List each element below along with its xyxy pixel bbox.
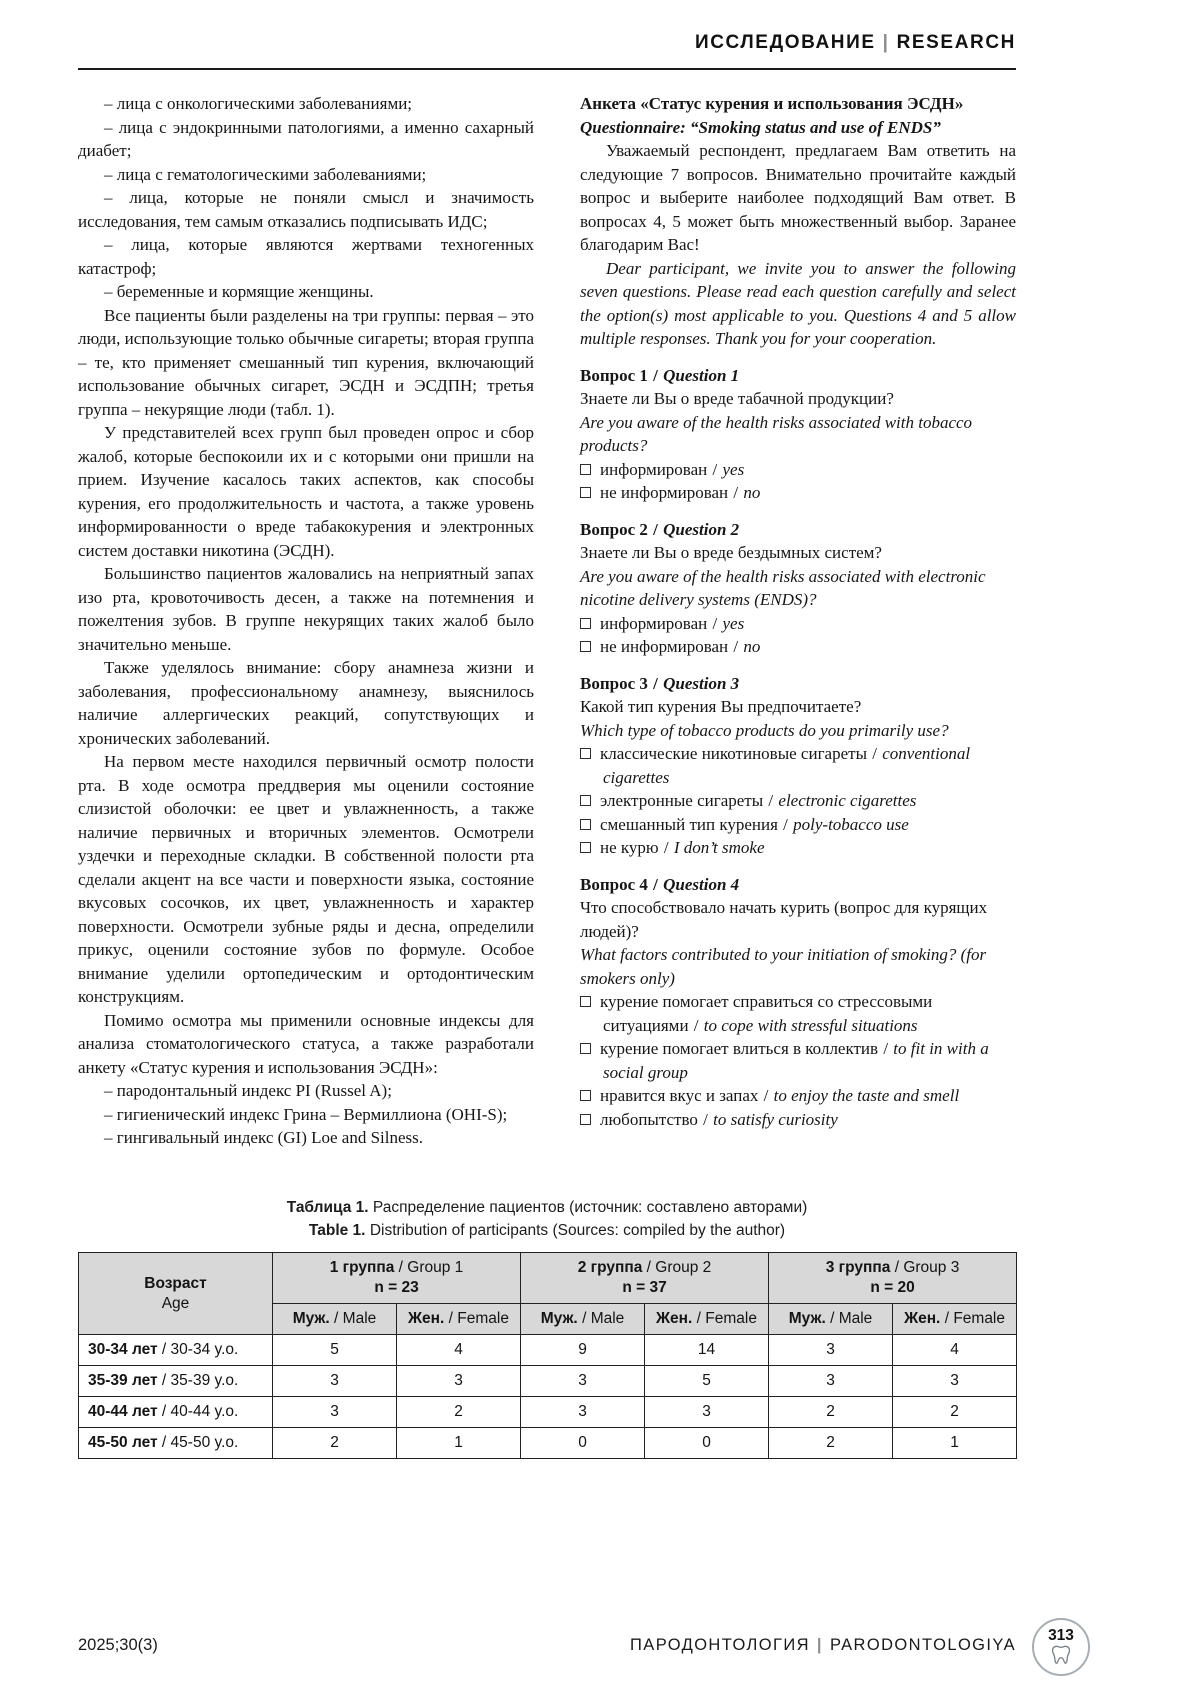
option-item [580,836,1016,860]
journal-name-ru: ПАРОДОНТОЛОГИЯ [630,1636,810,1654]
table-caption-en [78,1219,1016,1242]
table-caption-ru [78,1196,1016,1219]
slash-separator: / [712,613,718,633]
value-cell: 3 [521,1397,645,1428]
value-cell: 14 [645,1335,769,1366]
checkbox-icon [580,1043,591,1054]
sex-header-cell [521,1304,645,1335]
option-label-ru: не информирован [600,637,729,656]
question-block [580,364,1016,505]
option-label-en: conventional cigarettes [603,744,971,787]
table-caption-en-text: Distribution of participants (Sources: compiled by the author) [369,1222,786,1239]
sex-label-en: Female [457,1310,509,1327]
sex-label-ru: Муж. [292,1310,330,1327]
running-head-ru: ИССЛЕДОВАНИЕ [694,32,876,53]
question-heading [580,873,1016,897]
question-text-en: What factors contributed to your initiation of smoking? (for smokers only) [580,945,987,988]
question-heading [580,672,1016,696]
value-cell: 2 [397,1397,521,1428]
tooth-icon [1049,1645,1073,1665]
value-cell: 1 [893,1428,1017,1459]
age-label-ru: 45-50 лет [88,1434,158,1451]
option-item [580,990,1016,1037]
question-text-ru: Знаете ли Вы о вреде бездымных систем? [580,543,882,562]
table-row [79,1428,1017,1459]
dash-item: – беременные и кормящие женщины. [104,282,374,301]
dash-item: – лица, которые являются жертвами техногенных катастроф; [78,235,534,278]
value-cell: 4 [893,1335,1017,1366]
value-cell: 3 [273,1397,397,1428]
sex-label-ru: Жен. [656,1310,693,1327]
value-cell: 9 [521,1335,645,1366]
slash-separator: / [696,1310,701,1327]
table-caption-ru-text: Распределение пациентов (источник: составлено авторами) [372,1199,808,1216]
paragraph: На первом месте находился первичный осмотр полости рта. В ходе осмотра преддверия мы оценили состояние слизистой оболочки: ее цвет и увлажненность, а также наличие первичных и вторичных элементов. Осмотрели уздечки и переходные складки. В собственной полости рта сделали акцент на все части и поверхности языка, состояние вкусовых сосочков, их цвет, увлажненность и характер поверхности. Осмотрели зубные ряды и десна, определили прикус, оценили состояние зубов по формуле. Особое внимание уделили ортопедическим и ортодонтическим конструкциям. [78,752,534,1006]
value-cell: 3 [769,1366,893,1397]
option-item [580,1084,1016,1108]
group-label-en: Group 3 [903,1259,960,1276]
dash-item: – лица с онкологическими заболеваниями; [104,94,413,113]
group-header-cell [769,1253,1017,1304]
sex-header-cell [273,1304,397,1335]
divider-pipe: | [882,32,890,53]
slash-separator: / [944,1310,949,1327]
value-cell: 3 [645,1397,769,1428]
option-item [580,789,1016,813]
question-heading [580,364,1016,388]
questionnaire-title-en: Questionnaire: “Smoking status and use of ENDS” [580,117,941,137]
slash-separator: / [872,744,877,763]
age-label-ru: 40-44 лет [88,1403,158,1420]
value-cell: 3 [397,1366,521,1397]
sex-label-en: Female [705,1310,757,1327]
slash-separator: / [894,1259,899,1276]
slash-separator: / [161,1403,167,1420]
option-label-en: yes [722,613,745,633]
value-cell: 3 [273,1366,397,1397]
option-item [580,742,1016,789]
sex-header-cell [769,1304,893,1335]
slash-separator: / [653,874,658,894]
age-row-label [79,1397,273,1428]
question-text-en: Are you aware of the health risks associated with electronic nicotine delivery systems (ENDS)? [580,566,986,609]
checkbox-icon [580,795,591,806]
value-cell: 5 [645,1366,769,1397]
option-label-ru: нравится вкус и запах [600,1086,759,1105]
question-text-ru: Что способствовало начать курить (вопрос для курящих людей)? [580,898,988,941]
running-head-en: RESEARCH [896,32,1016,53]
table-row [79,1335,1017,1366]
question-label-ru: Вопрос 2 [580,519,648,539]
slash-separator: / [768,791,774,810]
slash-separator: / [883,1039,889,1058]
checkbox-icon [580,748,591,759]
sex-label-ru: Жен. [408,1310,445,1327]
question-heading [580,518,1016,542]
sex-header-cell [645,1304,769,1335]
sex-label-en: Male [590,1310,625,1327]
journal-name [630,1636,1016,1655]
age-label-ru: 35-39 лет [88,1372,158,1389]
slash-separator: / [161,1434,167,1451]
option-label-ru: электронные сигареты [600,791,764,810]
age-header-en: Age [161,1294,190,1312]
checkbox-icon [580,464,591,475]
option-item [580,635,1016,659]
group-header-cell [273,1253,521,1304]
value-cell: 3 [769,1335,893,1366]
table-caption-ru-label: Таблица 1. [286,1199,369,1216]
left-column [78,92,534,1150]
slash-separator: / [161,1372,167,1389]
age-header-cell [79,1253,273,1335]
age-label-en: 40-44 y.o. [170,1403,239,1420]
paragraph: Большинство пациентов жаловались на неприятный запах изо рта, кровоточивость десен, а также на потемнения и пожелтения зубов. В группе некурящих таких жалоб было значительно меньше. [78,564,534,654]
checkbox-icon [580,842,591,853]
group-label-ru: 1 группа [329,1259,395,1276]
group-label-en: Group 2 [655,1259,712,1276]
value-cell: 2 [769,1397,893,1428]
slash-separator: / [448,1310,453,1327]
checkbox-icon [580,996,591,1007]
table-row [79,1397,1017,1428]
group-n: n = 23 [374,1279,419,1296]
dash-item: – пародонтальный индекс PI (Russel A); [104,1081,392,1100]
question-label-ru: Вопрос 1 [580,365,648,385]
group-n: n = 37 [622,1279,667,1296]
age-label-en: 35-39 y.o. [170,1372,239,1389]
question-text-en: Are you aware of the health risks associated with tobacco products? [580,412,973,455]
paragraph: Также уделялось внимание: сбору анамнеза жизни и заболевания, профессиональному анамнезу, выяснилось наличие аллергических реакций, сопутствующих и хронических заболеваний. [78,658,534,748]
question-label-en: Question 4 [663,874,740,894]
question-label-ru: Вопрос 3 [580,673,648,693]
slash-separator: / [663,838,669,857]
option-label-en: no [743,483,761,502]
slash-separator: / [712,459,718,479]
slash-separator: / [653,519,658,539]
slash-separator: / [334,1310,339,1327]
questionnaire-intro-en: Dear participant, we invite you to answer the following seven questions. Please read each question carefully and select the option(s) most applicable to you. Questions 4 and 5 allow multiple responses. Thank you for your cooperation. [580,258,1016,348]
question-text-ru: Какой тип курения Вы предпочитаете? [580,697,862,716]
option-label-ru: классические никотиновые сигареты [600,744,867,763]
option-label-en: poly-tobacco use [793,814,909,834]
participants-table [78,1252,1017,1459]
right-column [580,92,1016,1131]
question-block [580,672,1016,860]
option-item [580,813,1016,837]
question-label-en: Question 2 [663,519,740,539]
age-row-label [79,1335,273,1366]
option-label-ru: не информирован [600,483,729,502]
paragraph: У представителей всех групп был проведен опрос и сбор жалоб, которые беспокоили их и с которыми они пришли на прием. Изучение касалось таких аспектов, как способы курения, его продолжительность и частота, а также уровень информированности о вреде табакокурения и электронных систем доставки никотина (ЭСДН). [78,423,534,560]
question-block [580,518,1016,659]
option-label-en: to enjoy the taste and smell [773,1086,960,1105]
article-body [78,92,1016,1150]
checkbox-icon [580,1114,591,1125]
age-header-ru: Возраст [144,1274,207,1292]
value-cell: 5 [273,1335,397,1366]
checkbox-icon [580,487,591,498]
slash-separator: / [693,1015,699,1035]
slash-separator: / [653,673,658,693]
group-label-en: Group 1 [407,1259,464,1276]
option-label-en: I don’t smoke [673,838,765,857]
question-block [580,873,1016,1132]
paragraph: Помимо осмотра мы применили основные индексы для анализа стоматологического статуса, а также разработали анкету «Статус курения и использования ЭСДН»: [78,1010,534,1077]
option-label-en: to fit in with a social group [603,1039,989,1082]
questionnaire-title-ru: Анкета «Статус курения и использования ЭСДН» [580,94,964,113]
option-label-en: no [743,637,761,656]
option-item [580,1037,1016,1084]
age-label-ru: 30-34 лет [88,1341,158,1358]
sex-header-cell [397,1304,521,1335]
checkbox-icon [580,618,591,629]
age-row-label [79,1366,273,1397]
slash-separator: / [653,365,658,385]
value-cell: 3 [521,1366,645,1397]
option-label-en: electronic cigarettes [778,791,917,810]
sex-label-ru: Жен. [904,1310,941,1327]
option-item [580,612,1016,636]
slash-separator: / [733,637,739,656]
slash-separator: / [161,1341,167,1358]
table-caption-en-label: Table 1. [308,1222,366,1239]
option-label-ru: информирован [600,459,708,479]
option-item [580,481,1016,505]
slash-separator: / [733,483,739,502]
option-item [580,1108,1016,1132]
dash-item: – лица, которые не поняли смысл и значимость исследования, тем самым отказались подписывать ИДС; [78,188,534,231]
slash-separator: / [398,1259,403,1276]
sex-label-en: Male [342,1310,377,1327]
option-label-en: to satisfy curiosity [713,1109,838,1129]
value-cell: 2 [893,1397,1017,1428]
table-header-row [79,1253,1017,1304]
slash-separator: / [582,1310,587,1327]
paragraph: Все пациенты были разделены на три группы: первая – это люди, использующие только обычные сигареты; вторая группа – те, кто применяет смешанный тип курения, включающий использование обычных сигарет, ЭСДН и ЭСДПН; третья группа – некурящие люди (табл. 1). [78,305,534,419]
question-label-en: Question 1 [663,365,740,385]
option-label-ru: не курю [600,838,659,857]
slash-separator: / [646,1259,651,1276]
age-label-en: 30-34 y.o. [170,1341,239,1358]
option-item [580,458,1016,482]
running-head [78,32,1016,54]
page-number-badge [1032,1618,1090,1676]
dash-item: – гингивальный индекс (GI) Loe and Silness. [104,1128,424,1147]
group-label-ru: 2 группа [577,1259,643,1276]
value-cell: 2 [273,1428,397,1459]
journal-name-en: PARODONTOLOGIYA [829,1636,1016,1654]
sex-header-cell [893,1304,1017,1335]
slash-separator: / [703,1109,708,1129]
question-text-en: Which type of tobacco products do you primarily use? [580,720,949,740]
dash-item: – лица с гематологическими заболеваниями; [104,164,427,184]
value-cell: 3 [893,1366,1017,1397]
table-caption [78,1196,1016,1242]
table-row [79,1366,1017,1397]
question-label-ru: Вопрос 4 [580,874,648,894]
option-label-en: yes [722,459,745,479]
age-label-en: 45-50 y.o. [170,1434,239,1451]
value-cell: 1 [397,1428,521,1459]
issue-info: 2025;30(3) [78,1636,158,1654]
group-header-cell [521,1253,769,1304]
sex-label-en: Male [838,1310,873,1327]
value-cell: 0 [645,1428,769,1459]
option-label-en: to cope with stressful situations [703,1015,918,1035]
option-label-ru: курение помогает справиться со стрессовыми ситуациями [600,992,933,1035]
head-rule [78,68,1016,70]
group-n: n = 20 [870,1279,915,1296]
option-label-ru: курение помогает влиться в коллектив [600,1039,879,1058]
checkbox-icon [580,819,591,830]
age-row-label [79,1428,273,1459]
slash-separator: / [783,814,788,834]
question-text-ru: Знаете ли Вы о вреде табачной продукции? [580,389,894,408]
question-label-en: Question 3 [663,673,740,693]
slash-separator: / [763,1086,769,1105]
sex-label-ru: Муж. [788,1310,826,1327]
option-label-ru: смешанный тип курения [600,814,778,834]
dash-item: – гигиенический индекс Грина – Вермиллиона (OHI-S); [104,1104,508,1124]
footer [78,1636,1016,1655]
value-cell: 4 [397,1335,521,1366]
page-number: 313 [1048,1627,1074,1644]
option-label-ru: любопытство [600,1109,698,1129]
checkbox-icon [580,641,591,652]
slash-separator: / [830,1310,835,1327]
value-cell: 0 [521,1428,645,1459]
sex-label-en: Female [953,1310,1005,1327]
option-label-ru: информирован [600,613,708,633]
divider-pipe: | [816,1636,823,1654]
sex-label-ru: Муж. [540,1310,578,1327]
value-cell: 2 [769,1428,893,1459]
dash-item: – лица с эндокринными патологиями, а именно сахарный диабет; [78,117,534,160]
group-label-ru: 3 группа [825,1259,891,1276]
checkbox-icon [580,1090,591,1101]
questionnaire-intro-ru: Уважаемый респондент, предлагаем Вам ответить на следующие 7 вопросов. Внимательно прочитайте каждый вопрос и выберите наиболее подходящий Вам ответ. В вопросах 4, 5 может быть множественный выбор. Заранее благодарим Вас! [580,141,1016,254]
